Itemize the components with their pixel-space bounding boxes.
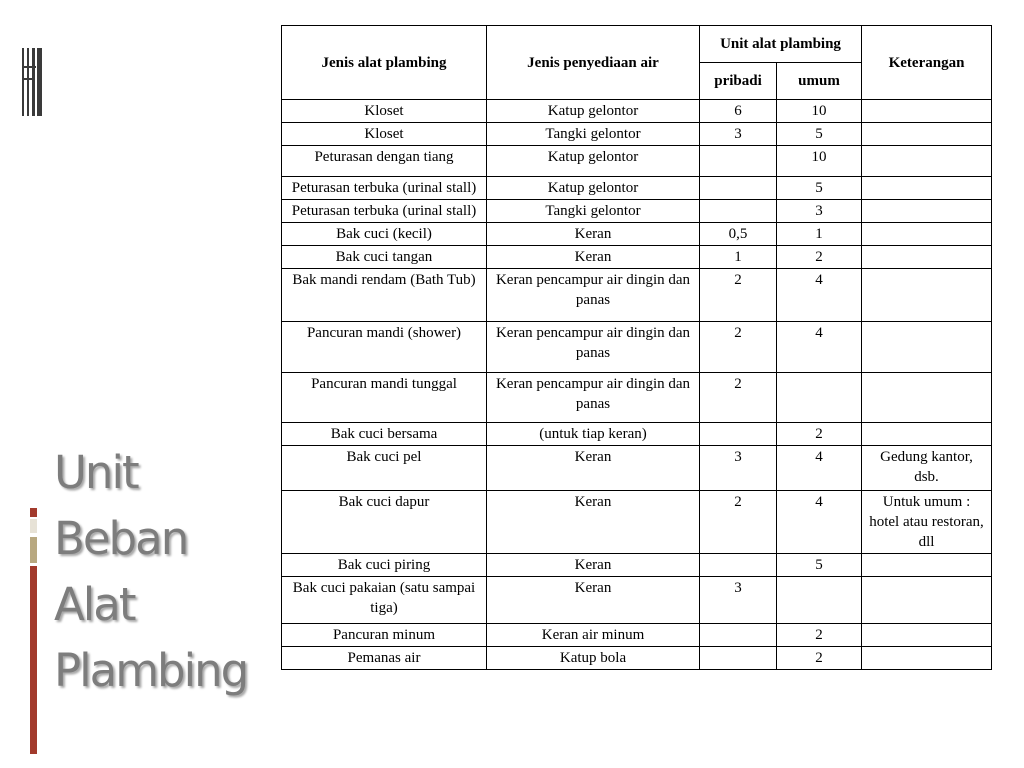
cell-pribadi: 3 [700, 123, 777, 146]
cell-air: (untuk tiap keran) [487, 423, 700, 446]
cell-air: Katup gelontor [487, 146, 700, 177]
cell-umum: 2 [777, 647, 862, 670]
cell-pribadi [700, 624, 777, 647]
cell-ket [862, 146, 992, 177]
title-line-3: Alat [54, 578, 135, 631]
cell-ket [862, 100, 992, 123]
table-row [282, 322, 992, 373]
cell-pribadi [700, 200, 777, 223]
cell-alat: Pancuran mandi (shower) [282, 322, 487, 373]
cell-air: Keran air minum [487, 624, 700, 647]
cell-ket [862, 322, 992, 373]
cell-ket [862, 577, 992, 624]
table-row [282, 269, 992, 322]
cell-alat: Kloset [282, 123, 487, 146]
cell-ket [862, 624, 992, 647]
cell-umum [777, 373, 862, 423]
bars-decoration-icon [22, 48, 42, 116]
cell-alat: Bak cuci pel [282, 446, 487, 491]
cell-ket: Untuk umum : hotel atau restoran, dll [862, 491, 992, 554]
cell-air: Keran pencampur air dingin dan panas [487, 322, 700, 373]
cell-ket [862, 647, 992, 670]
cell-pribadi: 6 [700, 100, 777, 123]
table-row [282, 146, 992, 177]
cell-pribadi [700, 177, 777, 200]
cell-umum: 10 [777, 146, 862, 177]
table-row [282, 446, 992, 491]
cell-alat: Pancuran minum [282, 624, 487, 647]
cell-air: Keran pencampur air dingin dan panas [487, 269, 700, 322]
cell-pribadi: 3 [700, 446, 777, 491]
table-row [282, 373, 992, 423]
cell-ket [862, 246, 992, 269]
cell-alat: Bak cuci dapur [282, 491, 487, 554]
accent-bar-tan [30, 537, 37, 563]
header-pribadi: pribadi [700, 63, 777, 100]
cell-alat: Bak cuci (kecil) [282, 223, 487, 246]
cell-alat: Bak cuci bersama [282, 423, 487, 446]
cell-ket [862, 554, 992, 577]
cell-air: Katup gelontor [487, 100, 700, 123]
cell-air: Keran [487, 554, 700, 577]
table-row [282, 100, 992, 123]
cell-ket [862, 123, 992, 146]
table-row [282, 177, 992, 200]
table-row [282, 624, 992, 647]
cell-alat: Bak mandi rendam (Bath Tub) [282, 269, 487, 322]
cell-umum: 4 [777, 446, 862, 491]
cell-umum: 10 [777, 100, 862, 123]
cell-alat: Peturasan terbuka (urinal stall) [282, 177, 487, 200]
cell-pribadi: 2 [700, 269, 777, 322]
cell-umum: 5 [777, 177, 862, 200]
cell-alat: Pancuran mandi tunggal [282, 373, 487, 423]
cell-air: Katup bola [487, 647, 700, 670]
header-jenis-air: Jenis penyediaan air [487, 26, 700, 100]
cell-pribadi: 2 [700, 373, 777, 423]
cell-umum: 3 [777, 200, 862, 223]
cell-alat: Bak cuci tangan [282, 246, 487, 269]
header-jenis-alat: Jenis alat plambing [282, 26, 487, 100]
cell-ket [862, 223, 992, 246]
cell-pribadi [700, 423, 777, 446]
cell-pribadi: 2 [700, 491, 777, 554]
accent-bar-light [30, 519, 37, 533]
cell-umum: 4 [777, 269, 862, 322]
cell-air: Keran [487, 446, 700, 491]
cell-alat: Peturasan terbuka (urinal stall) [282, 200, 487, 223]
title-line-4: Plambing [54, 644, 248, 697]
cell-alat: Pemanas air [282, 647, 487, 670]
table-row [282, 123, 992, 146]
table-row [282, 554, 992, 577]
cell-air: Keran [487, 246, 700, 269]
cell-alat: Peturasan dengan tiang [282, 146, 487, 177]
cell-air: Keran [487, 491, 700, 554]
cell-air: Keran [487, 223, 700, 246]
table-row [282, 223, 992, 246]
cell-ket [862, 200, 992, 223]
header-umum: umum [777, 63, 862, 100]
accent-bar-main [30, 566, 37, 754]
header-unit: Unit alat plambing [700, 26, 862, 63]
cell-pribadi: 2 [700, 322, 777, 373]
title-line-2: Beban [54, 512, 188, 565]
slide-title [54, 440, 247, 704]
cell-pribadi: 1 [700, 246, 777, 269]
table-row [282, 647, 992, 670]
cell-umum: 5 [777, 123, 862, 146]
cell-alat: Bak cuci pakaian (satu sampai tiga) [282, 577, 487, 624]
cell-pribadi: 3 [700, 577, 777, 624]
cell-umum: 2 [777, 624, 862, 647]
table-row [282, 200, 992, 223]
title-line-1: Unit [54, 446, 138, 499]
table-row [282, 246, 992, 269]
cell-pribadi [700, 554, 777, 577]
cell-pribadi [700, 146, 777, 177]
cell-alat: Bak cuci piring [282, 554, 487, 577]
cell-umum: 1 [777, 223, 862, 246]
cell-pribadi: 0,5 [700, 223, 777, 246]
cell-ket [862, 269, 992, 322]
cell-umum: 2 [777, 423, 862, 446]
cell-umum: 2 [777, 246, 862, 269]
cell-umum [777, 577, 862, 624]
cell-ket [862, 373, 992, 423]
cell-ket [862, 177, 992, 200]
cell-pribadi [700, 647, 777, 670]
table-row [282, 423, 992, 446]
cell-air: Tangki gelontor [487, 200, 700, 223]
cell-ket [862, 423, 992, 446]
cell-umum: 4 [777, 322, 862, 373]
cell-air: Tangki gelontor [487, 123, 700, 146]
table-row [282, 577, 992, 624]
plumbing-unit-table [281, 25, 992, 670]
cell-air: Keran [487, 577, 700, 624]
cell-alat: Kloset [282, 100, 487, 123]
cell-air: Katup gelontor [487, 177, 700, 200]
accent-bar-top [30, 508, 37, 517]
header-keterangan: Keterangan [862, 26, 992, 100]
cell-umum: 4 [777, 491, 862, 554]
table-row [282, 491, 992, 554]
cell-ket: Gedung kantor, dsb. [862, 446, 992, 491]
cell-umum: 5 [777, 554, 862, 577]
cell-air: Keran pencampur air dingin dan panas [487, 373, 700, 423]
